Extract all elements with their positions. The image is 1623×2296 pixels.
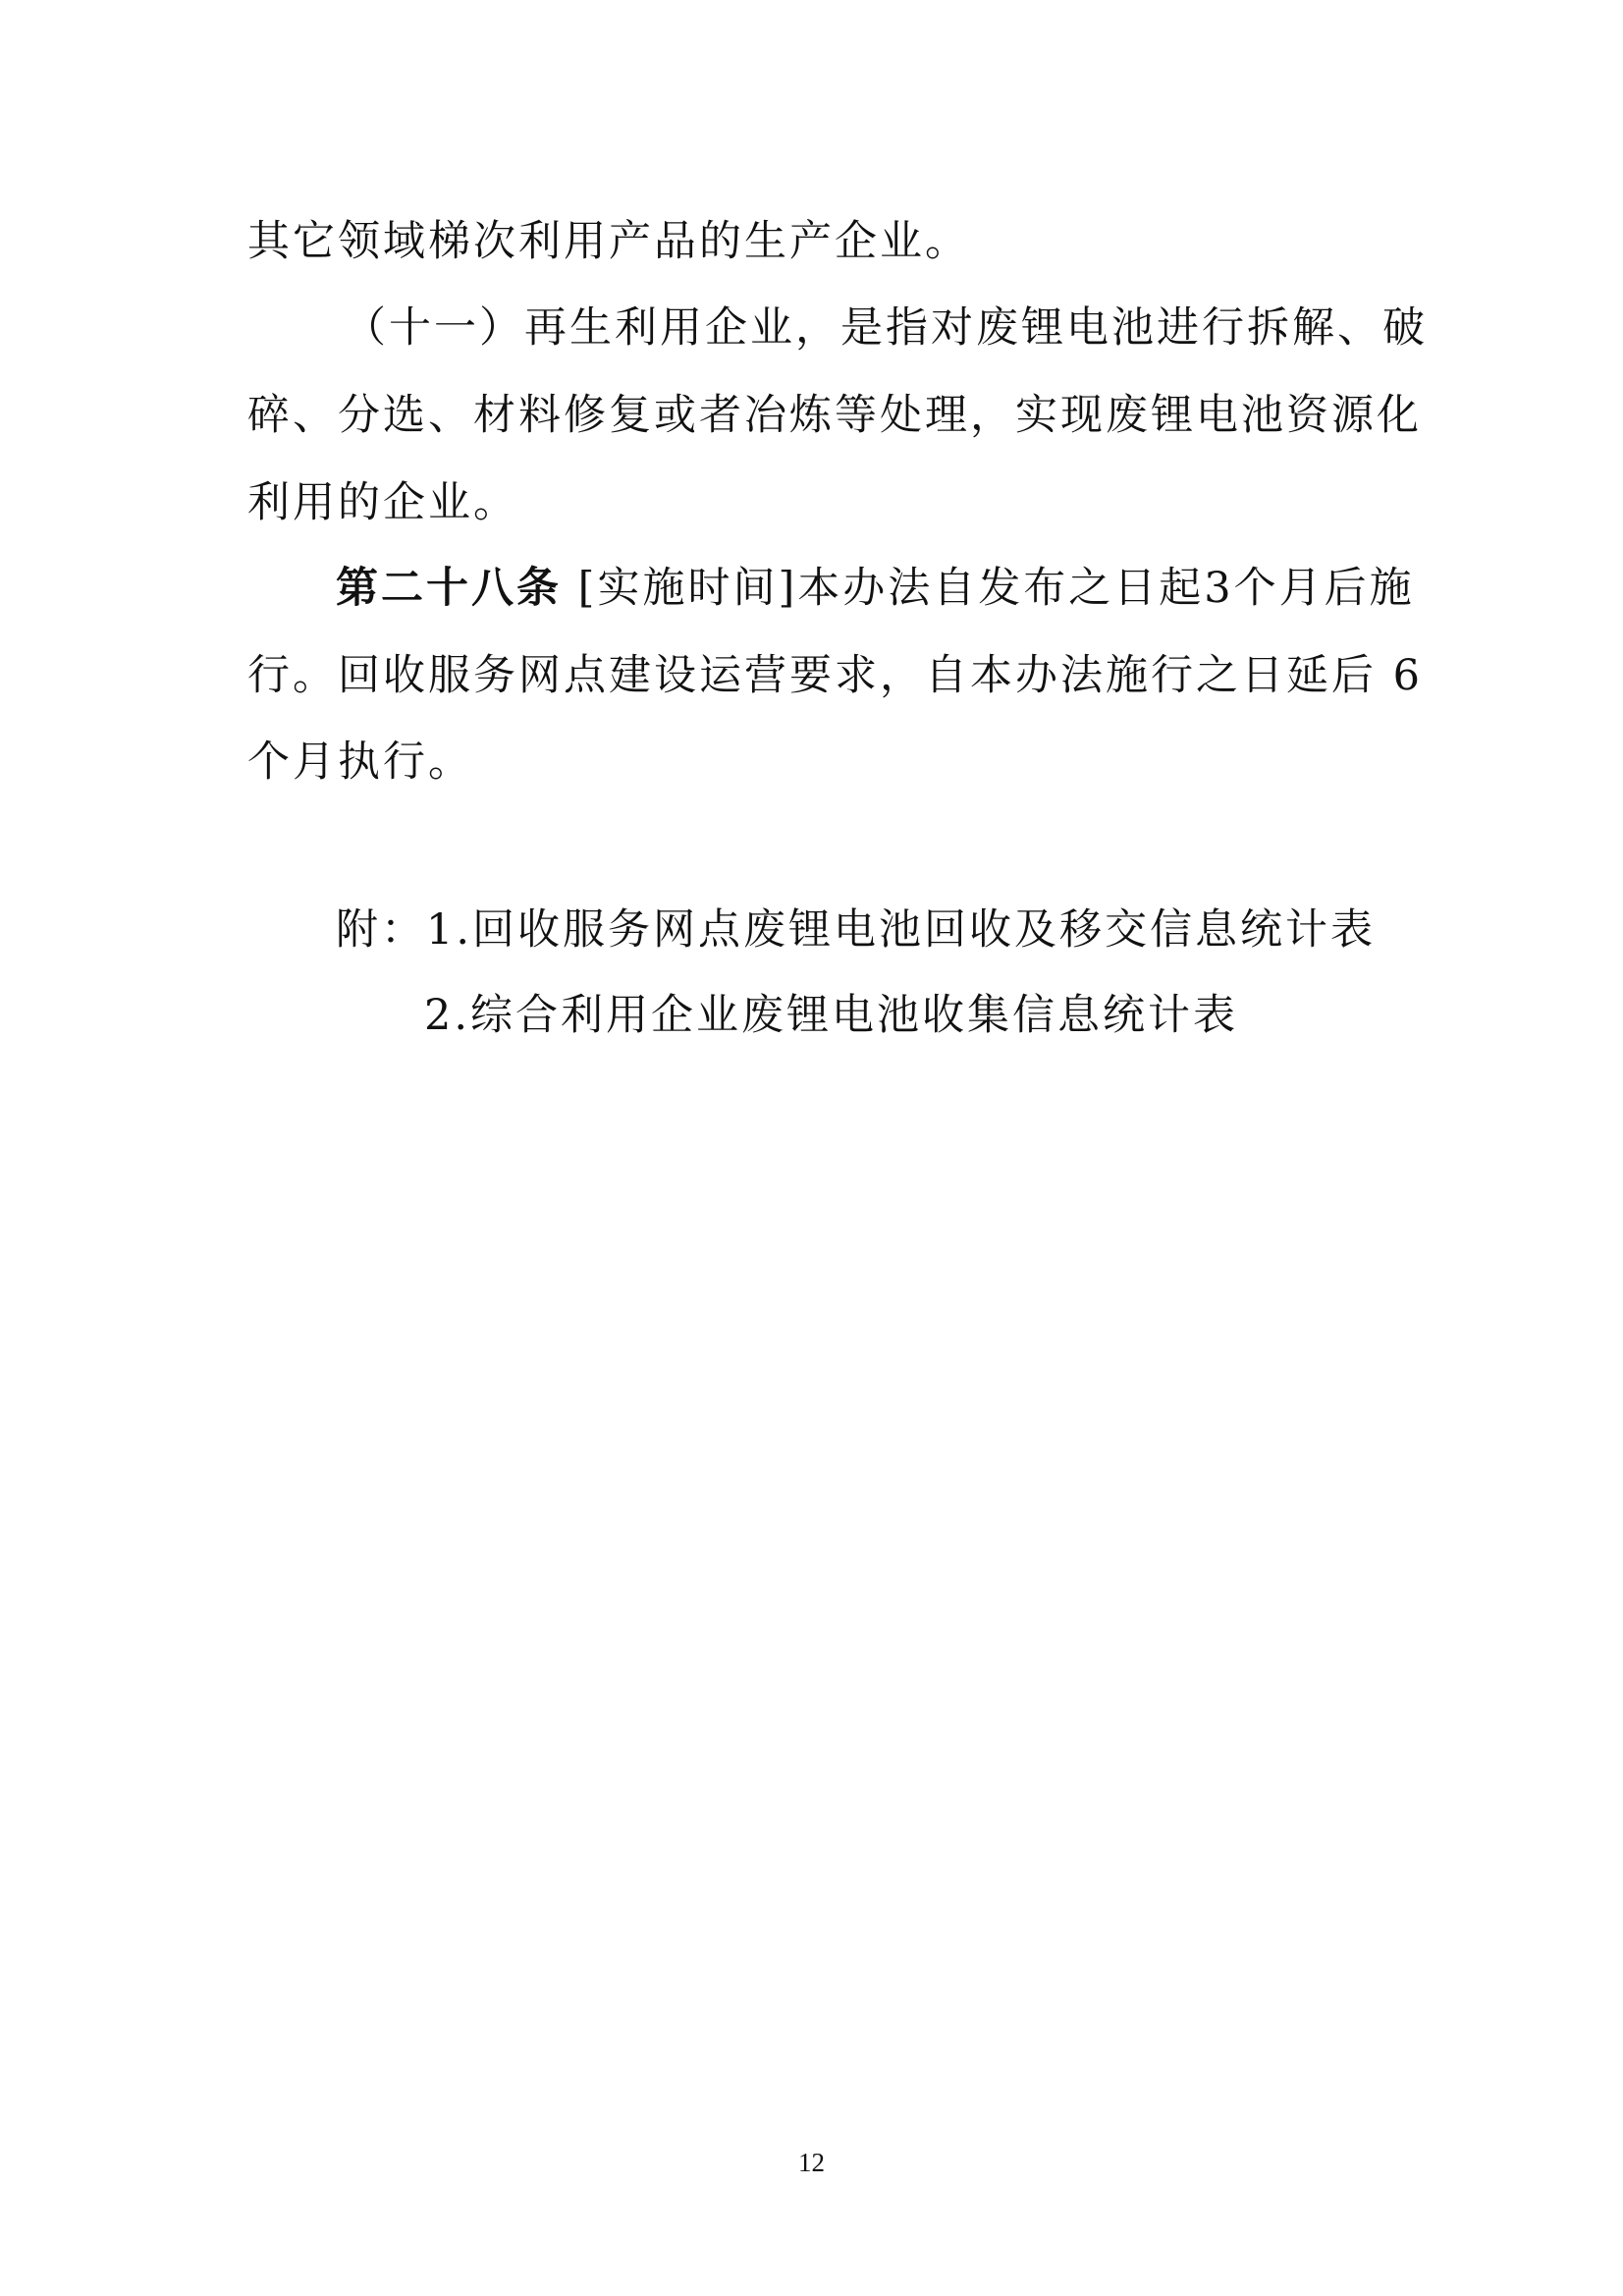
page-number: 12: [798, 2148, 825, 2177]
article-28-heading: 第二十八条: [336, 564, 562, 613]
article-28-line-3: 个月执行。: [247, 738, 473, 787]
attachment-prefix: 附：: [336, 905, 426, 955]
article-28-line-2: 行。回收服务网点建设运营要求，自本办法施行之日延后 6: [247, 651, 1424, 700]
attachment-line-1: [336, 901, 1386, 959]
clause-10-tail: 其它领域梯次利用产品的生产企业。: [247, 217, 970, 266]
article-28-line-1-text: [实施时间]本办法自发布之日起3个月后施: [562, 564, 1415, 613]
article-28-line-1: [336, 559, 1415, 618]
attachment-item-1: 1.回收服务网点废锂电池回收及移交信息统计表: [426, 905, 1377, 955]
attachment-item-2: 2.综合利用企业废锂电池收集信息统计表: [424, 991, 1239, 1040]
clause-11-line-3: 利用的企业。: [247, 478, 518, 527]
clause-11-line-2: 碎、分选、材料修复或者冶炼等处理，实现废锂电池资源化: [247, 391, 1422, 440]
clause-11-line-1: （十一）再生利用企业，是指对废锂电池进行拆解、破: [344, 303, 1428, 353]
